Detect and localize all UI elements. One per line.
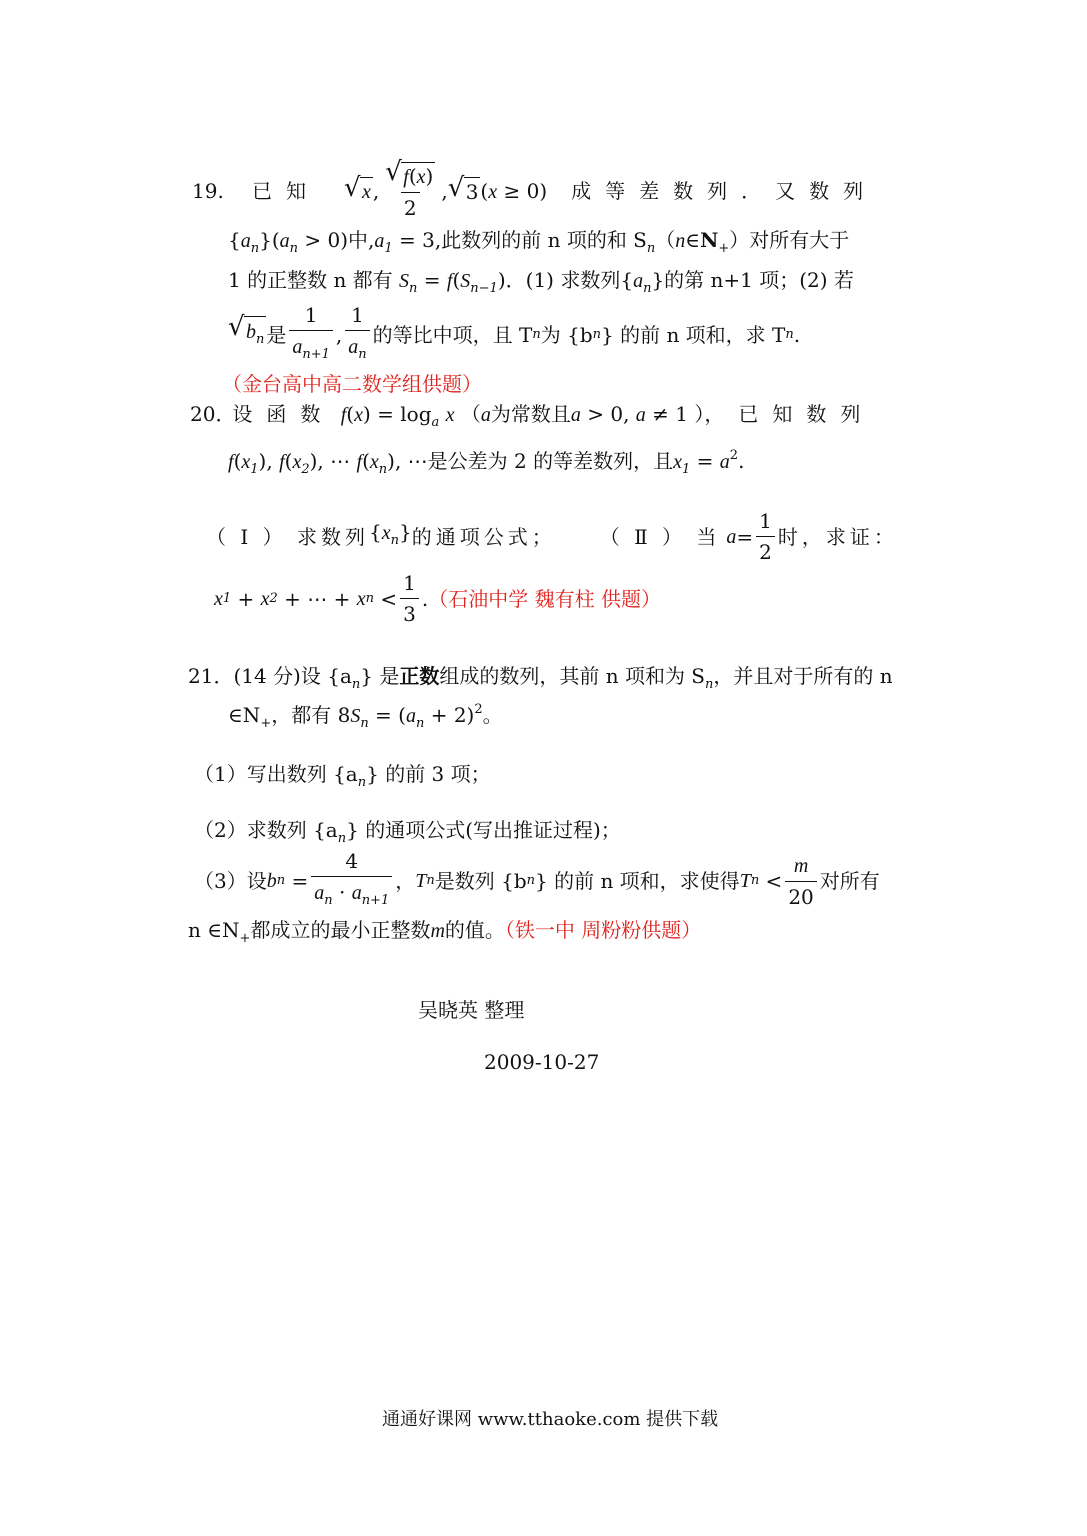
problem-21-q3: （3）设 b n = $\frac{4}{a_n \cdot a_{n+1}}$ ， T n 是数列 {b n } 的前 n 项和，求使得 T n < $\frac{m}{20}$ 对所有 — [194, 848, 880, 914]
problem-21: 21．(14 分)设 $\{a_n\}$ 是正数组成的数列，其前 n 项和为 $S_n$，并且对于所有的 n — [188, 664, 893, 692]
math-sqrt-x: √ x — [346, 177, 373, 206]
math-sqrt-bn: √ $b_n$ — [230, 316, 266, 354]
math-sqrt-3: √ 3 — [450, 177, 481, 206]
problem-19-line2: $\{a_n\}(a_n > 0)$中$,a_1 = 3$,此数列的前 n 项的和 $S_n(n\in N_+)$对所有大于 — [228, 228, 850, 256]
problem-19-source: （金台高中高二数学组供题） — [222, 372, 482, 396]
problem-lead: 已知 — [252, 179, 320, 203]
math-an-set: {$a_n$ — [228, 228, 260, 256]
problem-21-line2: $\in N_+$，都有 $8S_n = (a_n + 2)^2$。 — [228, 702, 503, 731]
problem-number: 19. — [192, 179, 224, 203]
problem-21-q3-line2: n $\in N_+$都成立的最小正整数m的值。（铁一中 周粉粉供题） — [188, 918, 702, 946]
problem-19-line3: 1 的正整数 n 都有 $S_n = f(S_{n-1})$．(1) 求数列$\{a_n\}$的第 n+1 项；(2) 若 — [228, 268, 854, 296]
problem-19-line4: √ $b_n$ 是 $\frac{1}{a_{n+1}}$ , $\frac{1}{a_n}$ 的等比中项，且 T n 为 {b n } 的前 n 项和，求 T n . — [228, 302, 800, 368]
problem-21-q1: （1）写出数列 $\{a_n\}$ 的前 3 项； — [194, 762, 491, 790]
problem-seq-tail: 成等差数列．又数列 — [571, 179, 878, 203]
problem-20-line2: $f(x_1)$, $f(x_2)$, ⋯ $f(x_n)$, ⋯是公差为 2 的等差数列，且$x_1 = a^2$. — [228, 448, 745, 477]
problem-20-inequality: x 1 + x 2 + ⋯ + x n < $\frac{1}{3}$ . （石油中学 魏有柱 供题） — [214, 571, 661, 626]
compiler-line: 吴晓英 整理 — [418, 998, 525, 1022]
problem-19: 19. 已知 √ x , √ $\frac{f(x)}{2}$ , √ 3 (x ≥ 0) 成等差数列．又数列 — [192, 162, 877, 220]
problem-20-parts: （ Ⅰ ） 求数列 $\{x_n\}$ 的通项公式； （ Ⅱ ） 当 a = $\frac{1}{2}$ 时，求证： — [206, 509, 898, 564]
problem-20: 20． 设函数 $f(x) = \log_a x$ （a为常数且a > 0, a ≠ 1 ），已知数列 — [190, 402, 875, 430]
date-line: 2009-10-27 — [484, 1050, 600, 1074]
math-sqrt-f-over-2: √ $\frac{f(x)}{2}$ — [382, 162, 438, 221]
problem-21-q2: （2）求数列 $\{a_n\}$ 的通项公式(写出推证过程)； — [194, 818, 621, 846]
page-footer: 通通好课网 www.tthaoke.com 提供下载 — [382, 1409, 719, 1430]
